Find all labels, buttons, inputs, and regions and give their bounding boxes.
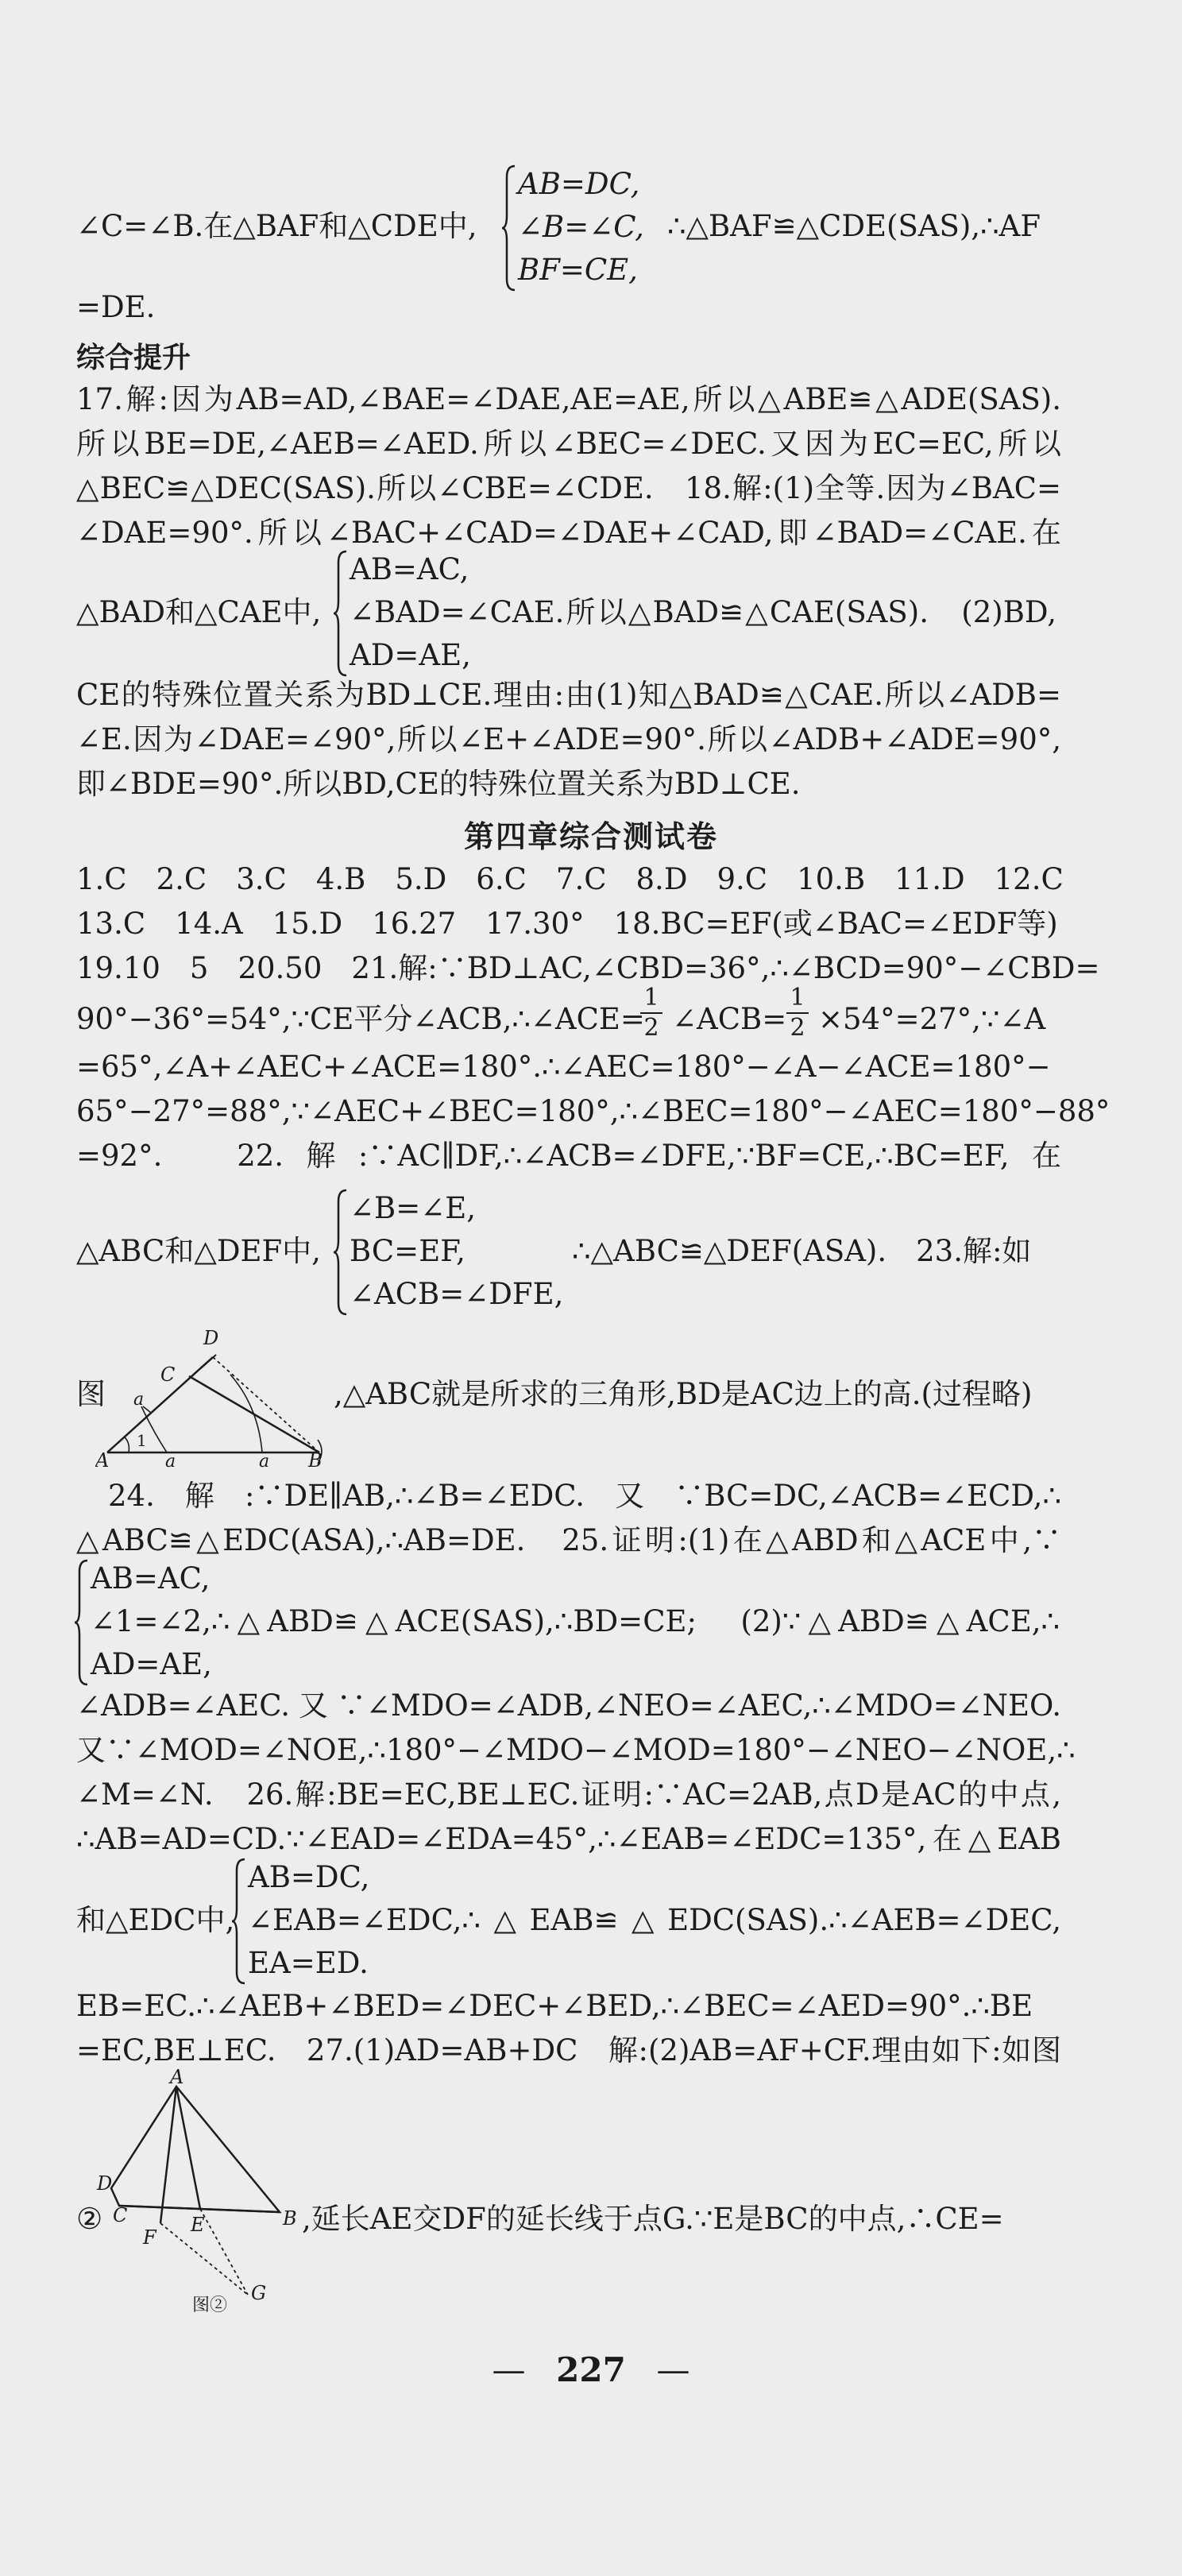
label-D: D [203,1327,219,1349]
page-number [0,2350,1182,2389]
block25-row-1: AB=AC, [91,1561,211,1595]
p18-line3: 即∠BDE=90°.所以BD,CE的特殊位置关系为BD⊥CE. [76,767,801,801]
label-B: B [308,1449,323,1470]
section-heading: 综合提升 [76,342,191,374]
answers-line4c: ×54°=27°,∵∠A [818,1002,1046,1036]
p26-line1: EB=EC.∴∠AEB+∠BED=∠DEC+∠BED,∴∠BEC=∠AED=90°.∴BE [76,1989,1033,2023]
block22-intro: △ABC和△DEF中, [76,1234,321,1268]
left-brace-icon [332,548,350,679]
block22-row-1: ∠B=∠E, [350,1191,476,1225]
fraction-numerator: 1 [790,984,805,1011]
block25-row-2: ∠1=∠2,∴△ABD≌△ACE(SAS),∴BD=CE; (2)∵△ABD≌△ACE,∴ [91,1604,1060,1638]
block1-row-2: ∠B=∠C, [518,210,644,244]
fraction-denominator: 2 [640,1012,662,1042]
fraction-1 [640,984,662,1042]
triangle-construction-figure [95,1311,334,1470]
block22-tail: ∴△ABC≌△DEF(ASA). 23.解:如 [572,1234,1032,1268]
block18-row-1: AB=AC, [350,552,469,586]
p25-line2: 又∵∠MOD=∠NOE,∴180°−∠MDO−∠MOD=180°−∠NEO−∠NOE,∴ [76,1733,1076,1767]
p25-line3: ∠M=∠N. 26.解:BE=EC,BE⊥EC.证明:∵AC=2AB,点D是AC的中点, [76,1777,1061,1812]
block22-row-3: ∠ACB=∠DFE, [350,1277,564,1311]
answers-line4b: ∠ACB= [672,1002,787,1036]
label-C: C [113,2204,128,2226]
p25-line4: ∴AB=AD=CD.∵∠EAD=∠EDA=45°,∴∠EAB=∠EDC=135°,在△EAB [76,1822,1061,1856]
label-angle-1: 1 [137,1431,147,1450]
fraction-denominator: 2 [786,1012,809,1042]
fig23-prefix: 图 [76,1377,106,1411]
block26-row-1: AB=DC, [248,1860,370,1894]
page-number-dash-right: — [656,2350,690,2389]
label-E: E [191,2214,205,2236]
block1-row-3: BF=CE, [518,253,638,287]
p17-line1: 17.解:因为AB=AD,∠BAE=∠DAE,AE=AE,所以△ABE≌△ADE(SAS). [76,382,1061,416]
block22-row-2: BC=EF, [350,1234,465,1268]
answers-line6: 65°−27°=88°,∵∠AEC+∠BEC=180°,∴∠BEC=180°−∠AEC=180°−88° [76,1094,1111,1128]
label-F: F [143,2226,156,2249]
left-brace-icon [230,1856,248,1986]
page-number-value: 227 [556,2350,626,2389]
block1-tail: ∴△BAF≌△CDE(SAS),∴AF [667,209,1041,243]
p17-line4: ∠DAE=90°.所以∠BAC+∠CAD=∠DAE+∠CAD,即∠BAD=∠CAE.在 [76,516,1061,550]
p26-line2: =EC,BE⊥EC. 27.(1)AD=AB+DC 解:(2)AB=AF+CF.理由如下:如图 [76,2033,1061,2067]
page-number-dash-left: — [492,2350,526,2389]
answers-line1: 1.C 2.C 3.C 4.B 5.D 6.C 7.C 8.D 9.C 10.B 11.D 12.C [76,862,1064,896]
fraction-numerator: 1 [643,984,659,1011]
block18-intro: △BAD和△CAE中, [76,595,322,629]
block1-intro: ∠C=∠B.在△BAF和△CDE中, [76,209,477,243]
block26-row-2: ∠EAB=∠EDC,∴△EAB≌△EDC(SAS).∴∠AEB=∠DEC, [248,1903,1061,1937]
block26-row-3: EA=ED. [248,1946,369,1980]
block25-row-3: AD=AE, [91,1647,212,1681]
left-brace-icon [73,1557,91,1688]
block26-intro: 和△EDC中, [76,1903,235,1937]
chapter-title: 第四章综合测试卷 [463,818,718,854]
left-brace-icon [500,163,518,293]
answers-line2: 13.C 14.A 15.D 16.27 17.30° 18.BC=EF(或∠BAC=∠EDF等) [76,907,1058,941]
label-G: G [251,2282,267,2304]
p24-line2: △ABC≌△EDC(ASA),∴AB=DE. 25.证明:(1)在△ABD和△ACE中,∵ [76,1523,1061,1557]
label-C: C [160,1363,176,1386]
label-a-2: a [165,1452,176,1470]
fraction-2 [786,984,809,1042]
label-A: A [170,2069,184,2088]
p17-line3: △BEC≌△DEC(SAS).所以∠CBE=∠CDE. 18.解:(1)全等.因为∠BAC= [76,471,1061,505]
figure-caption: 图② [192,2296,228,2315]
block1-row-1: AB=DC, [518,167,640,201]
label-a-3: a [259,1452,270,1470]
p18-line2: ∠E.因为∠DAE=∠90°,所以∠E+∠ADE=90°.所以∠ADB+∠ADE=90°, [76,722,1061,756]
fig27-text: ,延长AE交DF的延长线于点G.∵E是BC的中点,∴CE= [302,2202,1004,2236]
p25-line1: ∠ADB=∠AEC.又∵∠MDO=∠ADB,∠NEO=∠AEC,∴∠MDO=∠NEO. [76,1688,1061,1723]
block18-row-3: AD=AE, [350,638,471,672]
answers-line3: 19.10 5 20.50 21.解:∵BD⊥AC,∠CBD=36°,∴∠BCD=90°−∠CBD= [76,951,1100,985]
p24-line1: 24.解:∵DE∥AB,∴∠B=∠EDC.又∵BC=DC,∠ACB=∠ECD,∴ [108,1479,1061,1513]
label-D: D [97,2172,113,2195]
fig27-prefix: ② [76,2202,103,2236]
block1-cont: =DE. [76,290,156,324]
p18-line1: CE的特殊位置关系为BD⊥CE.理由:由(1)知△BAD≌△CAE.所以∠ADB= [76,678,1061,712]
p17-line2: 所以BE=DE,∠AEB=∠AED.所以∠BEC=∠DEC.又因为EC=EC,所以 [76,427,1061,461]
block18-row-2: ∠BAD=∠CAE.所以△BAD≌△CAE(SAS). (2)BD, [350,595,1056,629]
label-a-1: a [133,1390,145,1410]
quadrilateral-figure [89,2069,303,2315]
label-A: A [95,1449,110,1470]
label-B: B [283,2207,297,2230]
answers-line4a: 90°−36°=54°,∵CE平分∠ACB,∴∠ACE= [76,1002,645,1036]
answers-line7: =92°. 22.解:∵AC∥DF,∴∠ACB=∠DFE,∵BF=CE,∴BC=EF,在 [76,1139,1061,1173]
fig23-text: ,△ABC就是所求的三角形,BD是AC边上的高.(过程略) [334,1377,1033,1411]
left-brace-icon [332,1187,350,1317]
answers-line5: =65°,∠A+∠AEC+∠ACE=180°.∴∠AEC=180°−∠A−∠ACE=180°− [76,1050,1051,1084]
